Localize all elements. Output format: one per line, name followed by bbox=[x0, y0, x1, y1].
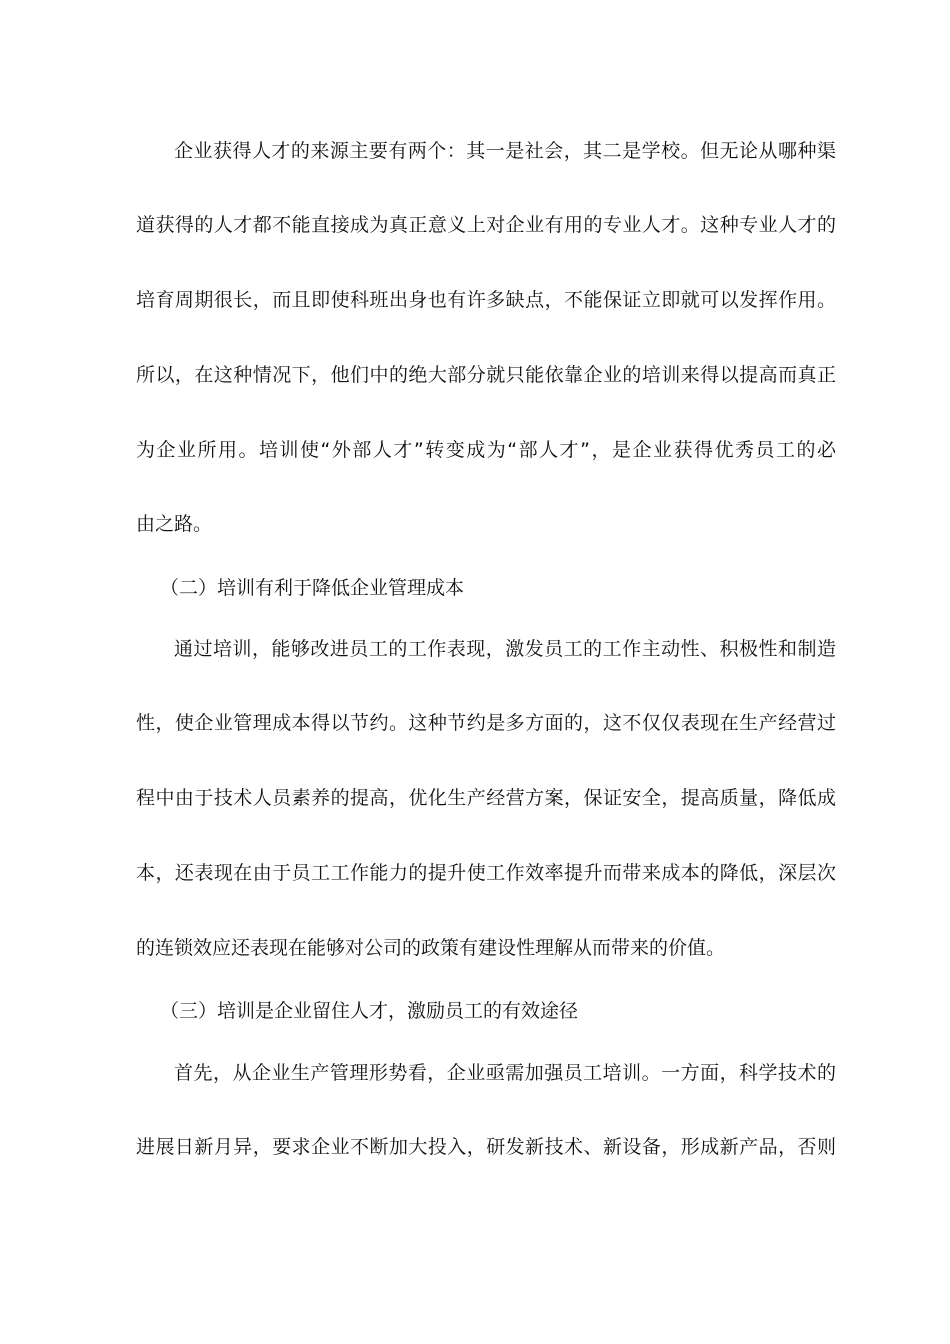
paragraph-line: 企业获得人才的来源主要有两个：其一是社会，其二是学校。但无论从哪种渠 bbox=[174, 140, 836, 162]
paragraph-line: 的连锁效应还表现在能够对公司的政策有建设性理解从而带来的价值。 bbox=[136, 937, 726, 959]
paragraph-line: 通过培训，能够改进员工的工作表现，激发员工的工作主动性、积极性和制造 bbox=[174, 638, 836, 660]
paragraph-line: 所以，在这种情况下，他们中的绝大部分就只能依靠企业的培训来得以提高而真正 bbox=[136, 364, 836, 386]
paragraph-line: 程中由于技术人员素养的提高，优化生产经营方案，保证安全，提高质量，降低成 bbox=[136, 787, 836, 809]
paragraph-line: 性，使企业管理成本得以节约。这种节约是多方面的，这不仅仅表现在生产经营过 bbox=[136, 712, 836, 734]
section-heading: （二）培训有利于降低企业管理成本 bbox=[160, 577, 465, 599]
paragraph-line: 培育周期很长，而且即使科班出身也有许多缺点，不能保证立即就可以发挥作用。 bbox=[136, 289, 836, 311]
paragraph-line: 道获得的人才都不能直接成为真正意义上对企业有用的专业人才。这种专业人才的 bbox=[136, 214, 836, 236]
paragraph-line: 为企业所用。培训使“外部人才”转变成为“部人才”，是企业获得优秀员工的必 bbox=[136, 439, 836, 461]
paragraph-line: 进展日新月异，要求企业不断加大投入，研发新技术、新设备，形成新产品，否则 bbox=[136, 1136, 836, 1158]
paragraph-line: 本，还表现在由于员工工作能力的提升使工作效率提升而带来成本的降低，深层次 bbox=[136, 862, 836, 884]
paragraph-line: 首先，从企业生产管理形势看，企业亟需加强员工培训。一方面，科学技术的 bbox=[174, 1062, 836, 1084]
section-heading: （三）培训是企业留住人才，激励员工的有效途径 bbox=[160, 1000, 579, 1022]
paragraph-line: 由之路。 bbox=[136, 513, 213, 535]
